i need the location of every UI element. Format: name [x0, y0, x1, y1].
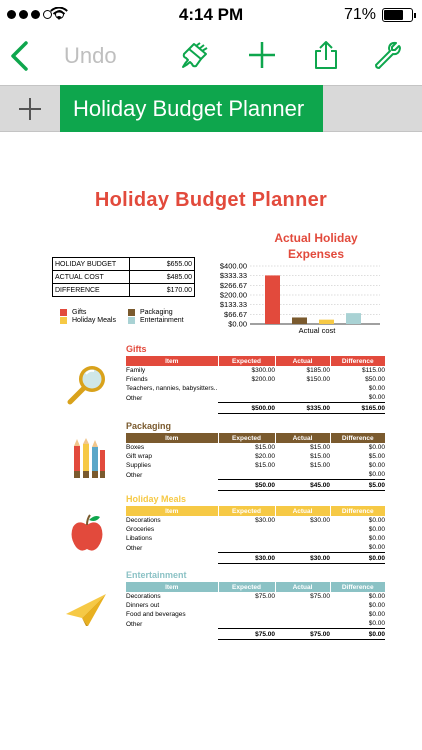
table-header-row — [126, 433, 385, 443]
table-row — [126, 394, 385, 403]
table-row — [126, 516, 385, 525]
section-title: Entertainment — [126, 570, 187, 580]
column-header[interactable]: Actual — [275, 506, 330, 516]
table-cell[interactable]: $0.00 — [368, 611, 385, 619]
summary-label[interactable]: HOLIDAY BUDGET — [53, 258, 130, 271]
table-cell[interactable]: $15.00 — [310, 462, 330, 470]
table-cell[interactable]: $0.00 — [368, 544, 385, 552]
table-cell[interactable]: $200.00 — [251, 376, 275, 384]
legend-label: Entertainment — [140, 317, 184, 324]
table-cell[interactable] — [218, 620, 275, 629]
legend-swatch — [128, 317, 135, 324]
summary-value[interactable]: $655.00 — [130, 258, 195, 271]
column-header[interactable]: Difference — [330, 582, 385, 592]
table-cell[interactable] — [126, 480, 218, 491]
table-cell[interactable]: Boxes — [126, 444, 145, 452]
table-header-row — [126, 506, 385, 516]
x-category-label: Actual cost — [298, 326, 336, 335]
total-cell[interactable]: $45.00 — [275, 480, 330, 491]
bar-entertainment[interactable] — [346, 313, 361, 324]
table-row — [126, 471, 385, 480]
battery-icon — [382, 8, 413, 22]
table-cell[interactable]: $0.00 — [368, 471, 385, 479]
table-cell[interactable]: Other — [126, 471, 143, 479]
table-cell[interactable]: Other — [126, 394, 143, 402]
section-gifts — [126, 344, 385, 414]
total-cell[interactable]: $165.00 — [330, 403, 385, 414]
legend-swatch — [128, 309, 135, 316]
total-cell[interactable]: $0.00 — [330, 629, 385, 640]
table-header-row — [126, 356, 385, 366]
wrench-icon[interactable] — [372, 40, 402, 70]
legend-item — [128, 309, 173, 316]
table-cell[interactable]: $185.00 — [306, 367, 330, 375]
legend-swatch — [60, 309, 67, 316]
page-title: Holiday Budget Planner — [94, 189, 328, 211]
table-row — [126, 610, 385, 619]
table-cell[interactable]: Libations — [126, 535, 153, 543]
table-header-row — [126, 582, 385, 592]
column-header[interactable]: Actual — [275, 582, 330, 592]
bar-gifts[interactable] — [265, 275, 280, 324]
table-cell[interactable]: $20.00 — [255, 453, 275, 461]
column-header[interactable]: Item — [126, 582, 218, 592]
total-cell[interactable]: $30.00 — [275, 553, 330, 564]
table-total-row — [126, 553, 385, 564]
apple-icon — [70, 513, 104, 553]
table-cell[interactable]: $0.00 — [368, 462, 385, 470]
table-cell[interactable]: $75.00 — [310, 593, 330, 601]
table-cell[interactable] — [275, 471, 330, 480]
add-sheet-button[interactable] — [0, 86, 60, 131]
table-cell[interactable]: Groceries — [126, 526, 155, 534]
column-header[interactable]: Item — [126, 506, 218, 516]
table-cell[interactable] — [275, 525, 330, 534]
table-row — [126, 461, 385, 470]
total-cell[interactable]: $5.00 — [330, 480, 385, 491]
y-tick-label: $66.67 — [224, 309, 247, 319]
expenses-bar-chart[interactable] — [214, 262, 384, 336]
legend-label: Packaging — [140, 309, 173, 316]
table-row — [126, 384, 385, 393]
section-table — [126, 433, 385, 491]
column-header[interactable]: Expected — [218, 582, 275, 592]
sheet-tab-bar — [0, 85, 422, 132]
table-cell[interactable] — [275, 601, 330, 610]
table-row — [126, 525, 385, 534]
table-cell[interactable]: $15.00 — [310, 444, 330, 452]
table-cell[interactable]: Decorations — [126, 517, 161, 525]
table-cell[interactable] — [275, 620, 330, 629]
total-cell[interactable]: $50.00 — [218, 480, 275, 491]
section-table — [126, 356, 385, 414]
column-header[interactable]: Expected — [218, 506, 275, 516]
table-cell[interactable]: $0.00 — [368, 444, 385, 452]
legend-item — [60, 317, 116, 324]
y-tick-label: $400.00 — [219, 262, 247, 271]
column-header[interactable]: Actual — [275, 356, 330, 366]
table-cell[interactable] — [218, 534, 275, 543]
table-row — [126, 366, 385, 375]
column-header[interactable]: Difference — [330, 433, 385, 443]
table-cell[interactable]: Friends — [126, 376, 148, 384]
bar-holiday-meals[interactable] — [319, 320, 334, 324]
table-cell[interactable] — [218, 544, 275, 553]
column-header[interactable]: Item — [126, 356, 218, 366]
table-row — [126, 601, 385, 610]
summary-value[interactable]: $170.00 — [130, 284, 195, 297]
bar-packaging[interactable] — [292, 317, 307, 324]
summary-table — [52, 257, 195, 297]
table-cell[interactable]: $0.00 — [368, 593, 385, 601]
table-cell[interactable]: Other — [126, 544, 143, 552]
table-total-row — [126, 629, 385, 640]
table-row — [126, 375, 385, 384]
legend-item — [60, 309, 86, 316]
table-cell[interactable]: $115.00 — [361, 367, 385, 375]
table-row — [126, 544, 385, 553]
table-cell[interactable]: $30.00 — [310, 517, 330, 525]
column-header[interactable]: Difference — [330, 356, 385, 366]
tab-holiday-budget-planner[interactable]: Holiday Budget Planner — [60, 85, 323, 132]
table-cell[interactable]: $150.00 — [306, 376, 330, 384]
total-cell[interactable]: $75.00 — [218, 629, 275, 640]
table-cell[interactable]: $0.00 — [368, 394, 385, 402]
y-tick-label: $200.00 — [219, 290, 247, 300]
column-header[interactable]: Actual — [275, 433, 330, 443]
section-table — [126, 582, 385, 640]
table-row — [126, 452, 385, 461]
table-cell[interactable] — [275, 534, 330, 543]
table-cell[interactable]: $0.00 — [368, 620, 385, 628]
paper-plane-icon — [64, 592, 108, 628]
total-cell[interactable]: $335.00 — [275, 403, 330, 414]
table-cell[interactable]: Decorations — [126, 593, 161, 601]
status-bar — [0, 0, 422, 30]
toolbar — [0, 30, 422, 84]
legend-swatch — [60, 317, 67, 324]
table-row — [126, 620, 385, 629]
table-row — [126, 534, 385, 543]
total-cell[interactable]: $0.00 — [330, 553, 385, 564]
undo-button[interactable]: Undo — [64, 43, 117, 68]
clock: 4:14 PM — [178, 5, 244, 24]
plus-icon[interactable] — [247, 40, 277, 70]
y-tick-label: $133.33 — [219, 300, 247, 310]
table-cell[interactable] — [218, 610, 275, 619]
table-total-row — [126, 480, 385, 491]
total-cell[interactable]: $75.00 — [275, 629, 330, 640]
summary-label[interactable]: DIFFERENCE — [53, 284, 130, 297]
table-cell[interactable]: Food and beverages — [126, 611, 186, 619]
summary-row — [53, 258, 195, 271]
table-row — [126, 443, 385, 452]
legend-label: Gifts — [72, 309, 87, 316]
table-row — [126, 592, 385, 601]
table-cell[interactable]: Dinners out — [126, 602, 160, 610]
column-header[interactable]: Item — [126, 433, 218, 443]
table-cell[interactable]: $15.00 — [310, 453, 330, 461]
table-cell[interactable] — [218, 394, 275, 403]
table-cell[interactable] — [275, 394, 330, 403]
summary-value[interactable]: $485.00 — [130, 271, 195, 284]
table-cell[interactable] — [275, 384, 330, 393]
section-entertainment — [126, 570, 385, 640]
table-cell[interactable] — [218, 384, 275, 393]
share-icon[interactable] — [311, 40, 341, 70]
magnifying-glass-icon — [66, 362, 110, 406]
table-cell[interactable]: $0.00 — [368, 526, 385, 534]
table-cell[interactable] — [218, 525, 275, 534]
column-header[interactable]: Expected — [218, 433, 275, 443]
table-cell[interactable]: Other — [126, 620, 143, 628]
y-tick-label: $333.33 — [219, 271, 247, 281]
table-cell[interactable]: $0.00 — [368, 535, 385, 543]
table-cell[interactable]: $15.00 — [255, 444, 275, 452]
battery-percent: 71% — [343, 6, 376, 23]
table-cell[interactable] — [218, 601, 275, 610]
table-cell[interactable] — [126, 403, 218, 414]
section-meals — [126, 494, 385, 564]
column-header[interactable]: Difference — [330, 506, 385, 516]
section-packaging — [126, 421, 385, 491]
section-table — [126, 506, 385, 564]
section-title: Holiday Meals — [126, 494, 187, 504]
total-cell[interactable]: $30.00 — [218, 553, 275, 564]
paintbrush-icon[interactable] — [180, 40, 210, 70]
table-cell[interactable]: Gift wrap — [126, 453, 153, 461]
table-cell[interactable]: $5.00 — [368, 453, 385, 461]
total-cell[interactable]: $500.00 — [218, 403, 275, 414]
table-cell[interactable]: $75.00 — [255, 593, 275, 601]
pencils-icon — [72, 438, 106, 482]
section-title: Gifts — [126, 344, 147, 354]
table-cell[interactable]: $0.00 — [368, 385, 385, 393]
legend-item — [128, 317, 184, 324]
y-tick-label: $266.67 — [219, 280, 247, 290]
y-tick-label: $0.00 — [228, 319, 247, 329]
legend-label: Holiday Meals — [72, 317, 116, 324]
back-chevron-icon[interactable] — [8, 40, 32, 72]
table-cell[interactable] — [218, 471, 275, 480]
table-cell[interactable]: Teachers, nannies, babysitters.. — [126, 385, 218, 393]
table-cell[interactable]: Supplies — [126, 462, 151, 470]
table-cell[interactable]: $300.00 — [251, 367, 275, 375]
table-cell[interactable]: $0.00 — [368, 602, 385, 610]
table-cell[interactable]: $15.00 — [255, 462, 275, 470]
summary-label[interactable]: ACTUAL COST — [53, 271, 130, 284]
chart-title: Actual Holiday Expenses — [274, 231, 358, 261]
summary-row — [53, 284, 195, 297]
table-total-row — [126, 403, 385, 414]
table-cell[interactable] — [275, 544, 330, 553]
table-cell[interactable]: $30.00 — [255, 517, 275, 525]
table-cell[interactable] — [275, 610, 330, 619]
table-cell[interactable] — [126, 629, 218, 640]
table-cell[interactable]: Family — [126, 367, 146, 375]
table-cell[interactable]: $0.00 — [368, 517, 385, 525]
table-cell[interactable]: $50.00 — [365, 376, 385, 384]
column-header[interactable]: Expected — [218, 356, 275, 366]
summary-row — [53, 271, 195, 284]
section-title: Packaging — [126, 421, 172, 431]
table-cell[interactable] — [126, 553, 218, 564]
